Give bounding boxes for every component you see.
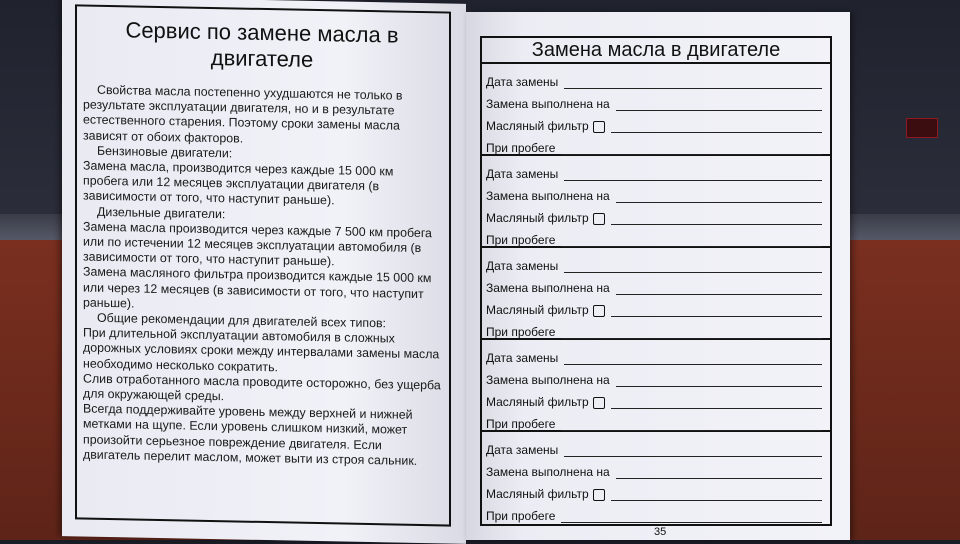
mileage-field[interactable] — [561, 234, 822, 247]
service-entry — [482, 432, 830, 522]
oil-filter-checkbox[interactable] — [593, 213, 605, 225]
done-at-label: Замена выполнена на — [486, 189, 610, 203]
date-field[interactable] — [564, 76, 822, 89]
oil-filter-checkbox[interactable] — [593, 121, 605, 133]
service-entry — [482, 248, 830, 340]
oil-filter-label: Масляный фильтр — [486, 119, 589, 133]
mileage-label: При пробеге — [486, 417, 556, 431]
oil-filter-label: Масляный фильтр — [486, 303, 589, 317]
paragraph-heading: Дизельные двигатели: — [97, 204, 226, 221]
done-at-field[interactable] — [616, 190, 822, 203]
oil-filter-field[interactable] — [611, 488, 822, 501]
done-at-label: Замена выполнена на — [486, 281, 610, 295]
oil-filter-field[interactable] — [611, 304, 822, 317]
mileage-field[interactable] — [561, 510, 822, 523]
done-at-label: Замена выполнена на — [486, 465, 610, 479]
oil-filter-label: Масляный фильтр — [486, 487, 589, 501]
paragraph: Замена масла, производится через каждые 15 000 км пробега или 12 месяцев эксплуатации двигателя (в зависимости от того, что наступит раньше). — [83, 158, 394, 208]
service-entry — [482, 64, 830, 156]
right-page — [466, 12, 850, 540]
title-line-2: двигателе — [210, 44, 314, 72]
service-entry — [482, 156, 830, 248]
done-at-field[interactable] — [616, 98, 822, 111]
done-at-label: Замена выполнена на — [486, 97, 610, 111]
left-page-title — [83, 17, 441, 76]
date-label: Дата замены — [486, 443, 559, 457]
date-label: Дата замены — [486, 259, 559, 273]
left-page-frame — [75, 4, 451, 526]
done-at-label: Замена выполнена на — [486, 373, 610, 387]
oil-filter-checkbox[interactable] — [593, 305, 605, 317]
paragraph: Свойства масла постепенно ухудшаются не только в результате эксплуатации двигателя, но и в результате естественного старения. Поэтому сроки замены масла зависят от обоих факторов. — [83, 82, 403, 146]
date-label: Дата замены — [486, 75, 559, 89]
laptop-sticker — [906, 118, 938, 138]
date-field[interactable] — [564, 444, 822, 457]
date-field[interactable] — [564, 168, 822, 181]
done-at-field[interactable] — [616, 374, 822, 387]
date-label: Дата замены — [486, 167, 559, 181]
paragraph-heading: Бензиновые двигатели: — [97, 143, 233, 161]
left-page-text — [83, 83, 441, 470]
oil-filter-field[interactable] — [611, 120, 822, 133]
paragraph: Замена масла производится через каждые 7 500 км пробега или по истечении 12 месяцев эксплуатации автомобиля (в зависимости от того, что наступит раньше). — [83, 219, 432, 269]
oil-filter-field[interactable] — [611, 396, 822, 409]
mileage-field[interactable] — [561, 326, 822, 339]
paragraph: Слив отработанного масла проводите осторожно, без ущерба для окружающей среды. — [83, 371, 441, 404]
date-field[interactable] — [564, 352, 822, 365]
paragraph: При длительной эксплуатации автомобиля в сложных дорожных условиях сроки между интервалами замены масла необходимо несколько сократить. — [83, 325, 440, 374]
done-at-field[interactable] — [616, 466, 822, 479]
mileage-label: При пробеге — [486, 233, 556, 247]
left-page — [62, 0, 466, 544]
oil-filter-field[interactable] — [611, 212, 822, 225]
right-page-title: Замена масла в двигателе — [482, 38, 830, 64]
mileage-label: При пробеге — [486, 509, 556, 523]
mileage-label: При пробеге — [486, 325, 556, 339]
oil-filter-label: Масляный фильтр — [486, 211, 589, 225]
paragraph-heading: Общие рекомендации для двигателей всех типов: — [97, 310, 387, 331]
done-at-field[interactable] — [616, 282, 822, 295]
oil-filter-label: Масляный фильтр — [486, 395, 589, 409]
date-field[interactable] — [564, 260, 822, 273]
paragraph: Замена масляного фильтра производится каждые 15 000 км или через 12 месяцев (в зависимости от того, что наступит раньше). — [83, 264, 432, 311]
title-line-1: Сервис по замене масла в — [125, 17, 399, 48]
page-number: 35 — [654, 526, 667, 538]
mileage-label: При пробеге — [486, 141, 556, 155]
oil-filter-checkbox[interactable] — [593, 397, 605, 409]
service-log-form — [480, 36, 832, 526]
date-label: Дата замены — [486, 351, 559, 365]
mileage-field[interactable] — [561, 142, 822, 155]
paragraph: Всегда поддерживайте уровень между верхней и нижней метками на щупе. Если уровень слишком низкий, может произойти серьезное повреждение двигателя. Если двигатель перелит маслом, может выти из строя сальник. — [83, 401, 418, 468]
oil-filter-checkbox[interactable] — [593, 489, 605, 501]
mileage-field[interactable] — [561, 418, 822, 431]
service-entry — [482, 340, 830, 432]
